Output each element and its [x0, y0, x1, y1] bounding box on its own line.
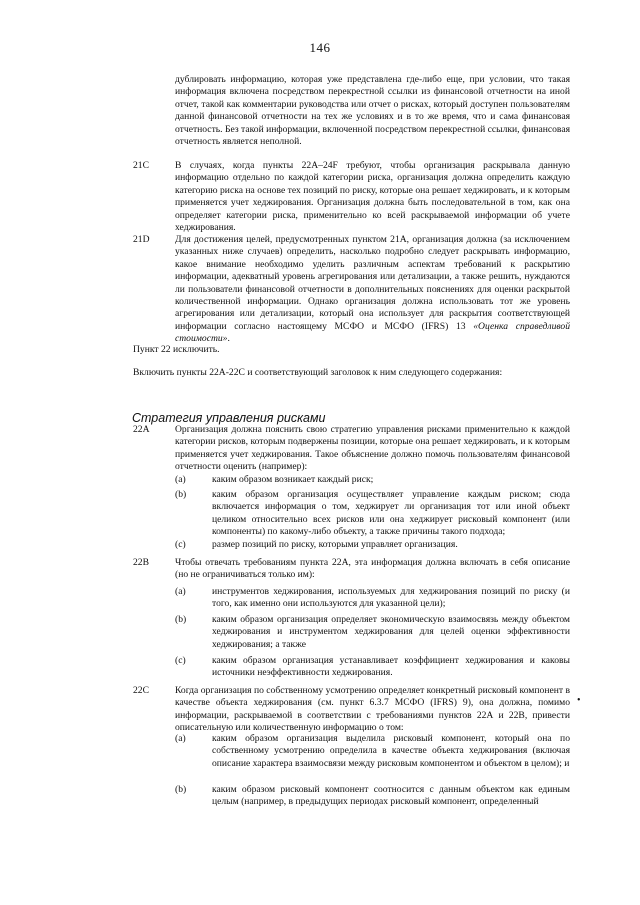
section-heading: Стратегия управления рисками	[132, 411, 326, 425]
paragraph-21d	[175, 234, 570, 346]
paragraph-21d-end: .	[227, 333, 230, 345]
paragraph-number-22b: 22B	[133, 557, 149, 568]
list-item-label: (a)	[175, 586, 186, 597]
deleted-note: Пункт 22 исключить.	[133, 344, 220, 355]
list-item: каким образом организация осуществляет управление каждым риском; сюда включается информация о том, хеджирует ли организация тот или иной объект целиком относительно всех рисков или она хеджирует рисковый компонент (или компоненты) по какому-либо объекту, а также причины такого подхода;	[212, 489, 570, 538]
paragraph-21d-text: Для достижения целей, предусмотренных пунктом 21А, организация должна (за исключением указанных ниже случаев) определить, насколько подробно следует раскрывать информацию, какое внимание необходимо уделить различным аспектам требований к раскрытию информации, адекватный уровень агрегирования или детализации, а также решить, нуждаются ли пользователи финансовой отчетности в дополнительных пояснениях для оценки раскрытой количественной информации. Однако организация должна использовать тот же уровень агрегирования или детализации, который она использует для раскрытия соответствующей информации согласно настоящему МСФО и МСФО (IFRS) 13	[175, 234, 570, 332]
list-item: инструментов хеджирования, используемых для хеджирования позиций по риску (и того, как именно они используются для указанной цели);	[212, 586, 570, 610]
list-item: каким образом возникает каждый риск;	[212, 474, 374, 485]
include-note: Включить пункты 22А-22С и соответствующий заголовок к ним следующего содержания:	[133, 367, 503, 378]
list-item-label: (b)	[175, 614, 187, 625]
paragraph-number-22c: 22C	[133, 685, 149, 696]
list-item-label: (b)	[175, 784, 187, 795]
paragraph-21c: В случаях, когда пункты 22А–24F требуют, чтобы организация раскрывала данную информацию отдельно по каждой категории риска, организация должна определить каждую категорию риска на основе тех позиций по риску, которые она решает хеджировать, и к которым применяется учет хеджирования. Организация должна быть последовательной в том, как она определяет категории риска, применительно ко всей раскрываемой информации об учете хеджирования.	[175, 160, 570, 234]
paragraph-number-21d: 21D	[133, 234, 150, 245]
paragraph-22c: Когда организация по собственному усмотрению определяет конкретный рисковый компонент в качестве объекта хеджирования (см. пункт 6.3.7 МСФО (IFRS) 9), она должна, помимо информации, раскрываемой в соответствии с требованиями пунктов 22А и 22В, привести описательную или количественную информацию о том:	[175, 685, 570, 734]
paragraph-22a: Организация должна пояснить свою стратегию управления рисками применительно к каждой категории рисков, которым подвержены позиции, которые она решает хеджировать, и к которым применяется учет хеджирования. Такое объяснение должно помочь пользователям финансовой отчетности оценить (например):	[175, 424, 570, 473]
list-item-label: (b)	[175, 489, 187, 500]
paragraph-number-22a: 22A	[133, 424, 150, 435]
margin-mark: •	[577, 695, 581, 706]
paragraph-number-21c: 21C	[133, 160, 149, 171]
list-item: размер позиций по риску, которыми управляет организация.	[212, 539, 458, 550]
page-number: 146	[309, 40, 331, 55]
list-item-label: (c)	[175, 539, 186, 550]
list-item: каким образом рисковый компонент соотносится с данным объектом как единым целым (например, в предыдущих периодах рисковый компонент, определенный	[212, 784, 570, 808]
list-item-label: (c)	[175, 655, 186, 666]
list-item: каким образом организация устанавливает коэффициент хеджирования и каковы источники неэффективности хеджирования.	[212, 655, 570, 679]
list-item: каким образом организация выделила рисковый компонент, который она по собственному усмотрению определила в качестве объекта хеджирования (включая описание характера взаимосвязи между рисковым компонентом и объектом в целом); и	[212, 733, 570, 769]
list-item-label: (a)	[175, 733, 186, 744]
list-item: каким образом организация определяет экономическую взаимосвязь между объектом хеджирования и инструментом хеджирования для целей оценки эффективности хеджирования; а также	[212, 614, 570, 650]
ifrs13-title: «Оценка справедливой стоимости»	[175, 320, 570, 345]
list-item-label: (a)	[175, 474, 186, 485]
paragraph-22b: Чтобы отвечать требованиям пункта 22А, эта информация должна включать в себя описание (но не ограничиваться только им):	[175, 557, 570, 581]
intro-paragraph: дублировать информацию, которая уже представлена где-либо еще, при условии, что такая информация включена посредством перекрестной ссылки из финансовой отчетности на иной отчет, такой как комментарии руководства или отчет о рисках, который доступен пользователям данной финансовой отчетности на тех же условиях и в то же время, что и сама финансовая отчетность. Без такой информации, включенной посредством перекрестной ссылки, финансовая отчетность является неполной.	[175, 74, 570, 148]
